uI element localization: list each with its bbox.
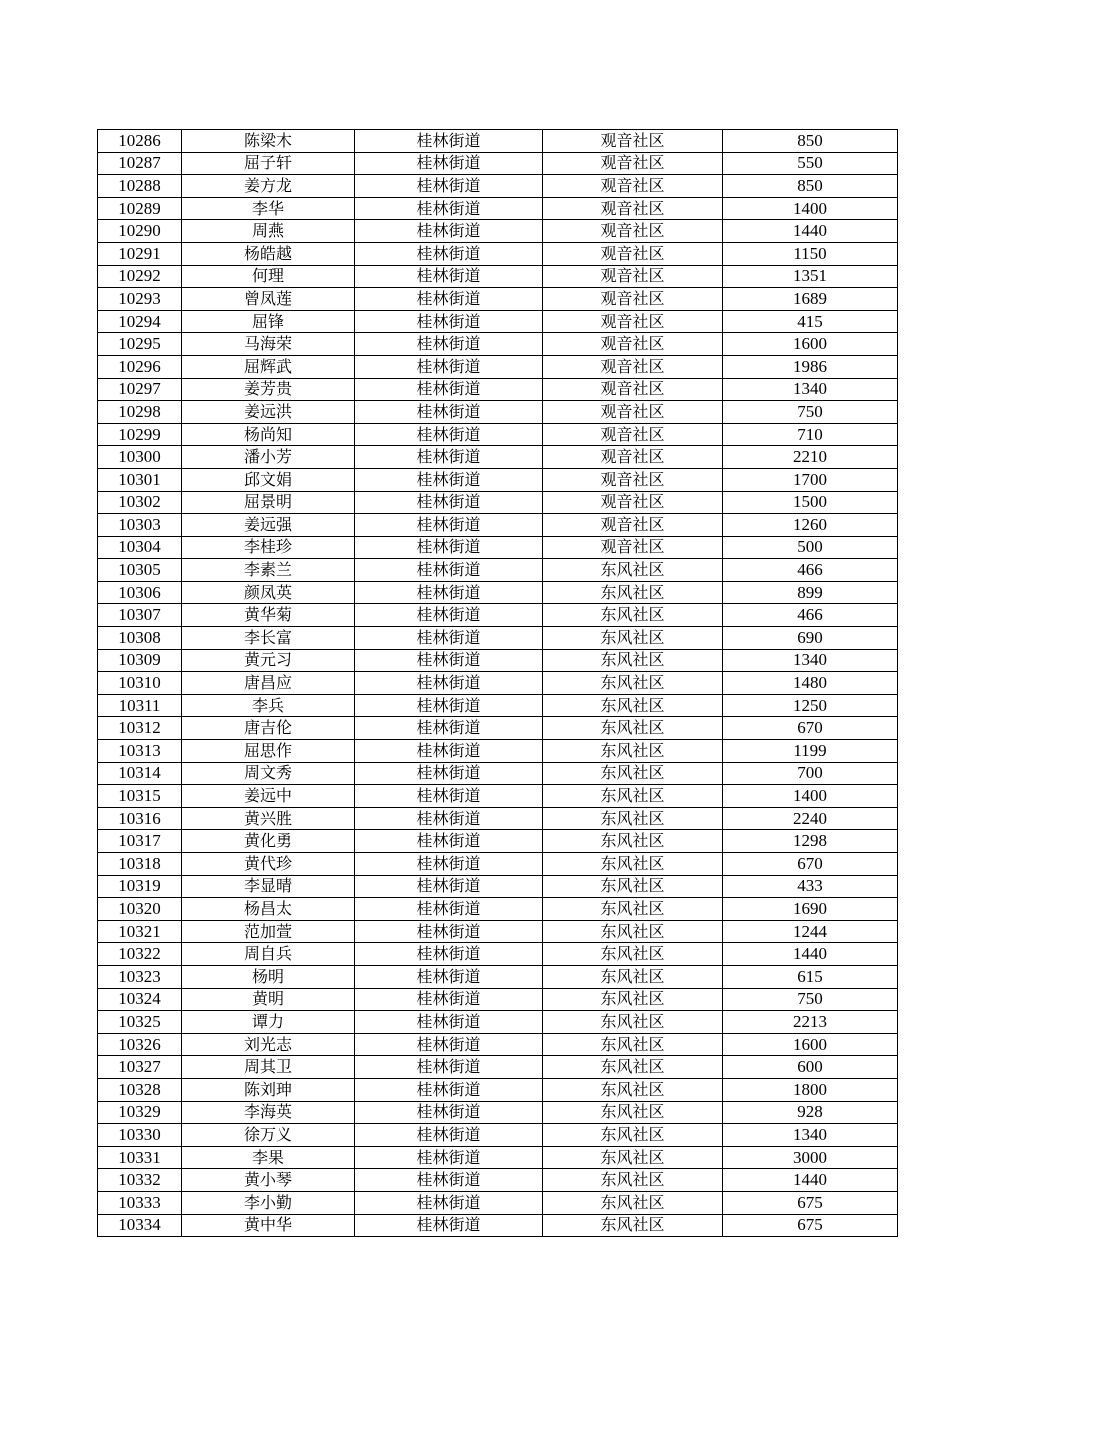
cell-community: 东风社区 [543, 1078, 723, 1101]
cell-id: 10298 [98, 401, 182, 424]
cell-id: 10330 [98, 1124, 182, 1147]
cell-street: 桂林街道 [355, 559, 543, 582]
table-row [98, 1056, 898, 1079]
cell-amount: 710 [723, 423, 898, 446]
cell-community: 东风社区 [543, 717, 723, 740]
cell-amount: 1244 [723, 920, 898, 943]
cell-name: 姜远中 [182, 785, 355, 808]
cell-amount: 1690 [723, 898, 898, 921]
cell-street: 桂林街道 [355, 830, 543, 853]
cell-id: 10322 [98, 943, 182, 966]
table-row [98, 310, 898, 333]
cell-community: 东风社区 [543, 1214, 723, 1237]
table-row [98, 152, 898, 175]
cell-community: 观音社区 [543, 333, 723, 356]
cell-name: 屈辉武 [182, 355, 355, 378]
cell-id: 10305 [98, 559, 182, 582]
cell-community: 东风社区 [543, 627, 723, 650]
cell-street: 桂林街道 [355, 130, 543, 153]
cell-name: 潘小芳 [182, 446, 355, 469]
cell-amount: 1440 [723, 943, 898, 966]
cell-street: 桂林街道 [355, 785, 543, 808]
cell-street: 桂林街道 [355, 604, 543, 627]
table-row [98, 1214, 898, 1237]
table-row [98, 355, 898, 378]
cell-name: 刘光志 [182, 1033, 355, 1056]
table-row [98, 649, 898, 672]
cell-amount: 1340 [723, 649, 898, 672]
cell-community: 观音社区 [543, 514, 723, 537]
cell-amount: 1800 [723, 1078, 898, 1101]
cell-community: 观音社区 [543, 491, 723, 514]
table-row [98, 220, 898, 243]
cell-amount: 1600 [723, 1033, 898, 1056]
cell-street: 桂林街道 [355, 1033, 543, 1056]
cell-id: 10304 [98, 536, 182, 559]
cell-amount: 415 [723, 310, 898, 333]
cell-amount: 1298 [723, 830, 898, 853]
cell-amount: 466 [723, 559, 898, 582]
cell-name: 周其卫 [182, 1056, 355, 1079]
cell-name: 姜芳贵 [182, 378, 355, 401]
table-row [98, 762, 898, 785]
cell-amount: 1351 [723, 265, 898, 288]
cell-amount: 899 [723, 581, 898, 604]
cell-name: 李长富 [182, 627, 355, 650]
cell-id: 10334 [98, 1214, 182, 1237]
cell-id: 10332 [98, 1169, 182, 1192]
cell-community: 东风社区 [543, 1169, 723, 1192]
cell-street: 桂林街道 [355, 1214, 543, 1237]
cell-amount: 690 [723, 627, 898, 650]
cell-id: 10321 [98, 920, 182, 943]
table-row [98, 288, 898, 311]
cell-street: 桂林街道 [355, 965, 543, 988]
cell-name: 李海英 [182, 1101, 355, 1124]
cell-street: 桂林街道 [355, 242, 543, 265]
cell-community: 东风社区 [543, 672, 723, 695]
cell-community: 东风社区 [543, 875, 723, 898]
cell-name: 黄明 [182, 988, 355, 1011]
cell-amount: 500 [723, 536, 898, 559]
cell-name: 李小勤 [182, 1191, 355, 1214]
cell-name: 邱文娟 [182, 468, 355, 491]
cell-amount: 670 [723, 717, 898, 740]
cell-community: 东风社区 [543, 898, 723, 921]
cell-amount: 750 [723, 401, 898, 424]
table-row [98, 265, 898, 288]
cell-id: 10296 [98, 355, 182, 378]
cell-amount: 1440 [723, 220, 898, 243]
cell-name: 马海荣 [182, 333, 355, 356]
cell-community: 东风社区 [543, 1011, 723, 1034]
cell-community: 东风社区 [543, 649, 723, 672]
table-row [98, 491, 898, 514]
cell-community: 观音社区 [543, 423, 723, 446]
cell-amount: 850 [723, 175, 898, 198]
table-row [98, 1146, 898, 1169]
table-row [98, 1191, 898, 1214]
table-row [98, 581, 898, 604]
cell-name: 谭力 [182, 1011, 355, 1034]
cell-name: 何理 [182, 265, 355, 288]
cell-street: 桂林街道 [355, 672, 543, 695]
cell-amount: 2210 [723, 446, 898, 469]
cell-id: 10302 [98, 491, 182, 514]
cell-id: 10333 [98, 1191, 182, 1214]
cell-street: 桂林街道 [355, 1078, 543, 1101]
cell-street: 桂林街道 [355, 310, 543, 333]
cell-id: 10327 [98, 1056, 182, 1079]
cell-amount: 750 [723, 988, 898, 1011]
cell-id: 10324 [98, 988, 182, 1011]
cell-amount: 1340 [723, 378, 898, 401]
cell-street: 桂林街道 [355, 355, 543, 378]
cell-community: 东风社区 [543, 1146, 723, 1169]
cell-id: 10300 [98, 446, 182, 469]
cell-community: 东风社区 [543, 694, 723, 717]
cell-id: 10288 [98, 175, 182, 198]
cell-community: 观音社区 [543, 355, 723, 378]
cell-community: 东风社区 [543, 1191, 723, 1214]
table-row [98, 898, 898, 921]
cell-name: 黄代珍 [182, 853, 355, 876]
table-row [98, 242, 898, 265]
cell-amount: 466 [723, 604, 898, 627]
cell-community: 东风社区 [543, 853, 723, 876]
cell-street: 桂林街道 [355, 514, 543, 537]
cell-amount: 1250 [723, 694, 898, 717]
cell-street: 桂林街道 [355, 378, 543, 401]
cell-name: 黄中华 [182, 1214, 355, 1237]
cell-street: 桂林街道 [355, 920, 543, 943]
cell-street: 桂林街道 [355, 1146, 543, 1169]
cell-id: 10313 [98, 740, 182, 763]
cell-community: 观音社区 [543, 175, 723, 198]
cell-id: 10312 [98, 717, 182, 740]
cell-community: 东风社区 [543, 988, 723, 1011]
cell-community: 东风社区 [543, 785, 723, 808]
table-row [98, 423, 898, 446]
table-row [98, 694, 898, 717]
cell-amount: 600 [723, 1056, 898, 1079]
cell-amount: 550 [723, 152, 898, 175]
table-row [98, 401, 898, 424]
cell-street: 桂林街道 [355, 1124, 543, 1147]
cell-id: 10293 [98, 288, 182, 311]
cell-street: 桂林街道 [355, 491, 543, 514]
cell-community: 观音社区 [543, 288, 723, 311]
cell-amount: 1689 [723, 288, 898, 311]
cell-name: 姜远强 [182, 514, 355, 537]
table-row [98, 378, 898, 401]
cell-community: 东风社区 [543, 559, 723, 582]
cell-name: 曾凤莲 [182, 288, 355, 311]
cell-name: 屈子轩 [182, 152, 355, 175]
cell-name: 黄华菊 [182, 604, 355, 627]
table-row [98, 740, 898, 763]
cell-street: 桂林街道 [355, 220, 543, 243]
cell-id: 10290 [98, 220, 182, 243]
cell-community: 观音社区 [543, 310, 723, 333]
cell-community: 观音社区 [543, 265, 723, 288]
cell-community: 东风社区 [543, 965, 723, 988]
cell-id: 10287 [98, 152, 182, 175]
cell-street: 桂林街道 [355, 988, 543, 1011]
cell-amount: 675 [723, 1191, 898, 1214]
cell-name: 李果 [182, 1146, 355, 1169]
cell-community: 观音社区 [543, 242, 723, 265]
cell-street: 桂林街道 [355, 807, 543, 830]
cell-community: 东风社区 [543, 1124, 723, 1147]
cell-community: 观音社区 [543, 220, 723, 243]
cell-name: 姜远洪 [182, 401, 355, 424]
table-row [98, 1078, 898, 1101]
cell-id: 10314 [98, 762, 182, 785]
cell-amount: 1340 [723, 1124, 898, 1147]
cell-id: 10297 [98, 378, 182, 401]
table-row [98, 446, 898, 469]
cell-id: 10309 [98, 649, 182, 672]
table-row [98, 875, 898, 898]
cell-community: 东风社区 [543, 1101, 723, 1124]
cell-name: 范加萱 [182, 920, 355, 943]
cell-id: 10301 [98, 468, 182, 491]
cell-community: 东风社区 [543, 1033, 723, 1056]
table-row [98, 785, 898, 808]
cell-id: 10331 [98, 1146, 182, 1169]
cell-street: 桂林街道 [355, 423, 543, 446]
table-row [98, 468, 898, 491]
cell-id: 10289 [98, 197, 182, 220]
cell-id: 10320 [98, 898, 182, 921]
cell-name: 陈刘珅 [182, 1078, 355, 1101]
cell-street: 桂林街道 [355, 333, 543, 356]
cell-street: 桂林街道 [355, 1101, 543, 1124]
cell-amount: 700 [723, 762, 898, 785]
cell-name: 徐万义 [182, 1124, 355, 1147]
cell-name: 周自兵 [182, 943, 355, 966]
table-row [98, 1124, 898, 1147]
cell-amount: 1400 [723, 197, 898, 220]
cell-name: 黄兴胜 [182, 807, 355, 830]
cell-community: 观音社区 [543, 536, 723, 559]
table-row [98, 559, 898, 582]
table-row [98, 830, 898, 853]
cell-community: 东风社区 [543, 807, 723, 830]
cell-id: 10319 [98, 875, 182, 898]
cell-community: 东风社区 [543, 581, 723, 604]
cell-id: 10317 [98, 830, 182, 853]
cell-name: 黄化勇 [182, 830, 355, 853]
table-row [98, 1101, 898, 1124]
cell-name: 周文秀 [182, 762, 355, 785]
cell-amount: 675 [723, 1214, 898, 1237]
cell-community: 观音社区 [543, 468, 723, 491]
cell-community: 东风社区 [543, 943, 723, 966]
cell-street: 桂林街道 [355, 265, 543, 288]
cell-amount: 1260 [723, 514, 898, 537]
cell-community: 观音社区 [543, 130, 723, 153]
cell-street: 桂林街道 [355, 762, 543, 785]
cell-amount: 2213 [723, 1011, 898, 1034]
cell-name: 杨昌太 [182, 898, 355, 921]
cell-amount: 928 [723, 1101, 898, 1124]
cell-id: 10299 [98, 423, 182, 446]
cell-street: 桂林街道 [355, 197, 543, 220]
cell-community: 东风社区 [543, 830, 723, 853]
cell-name: 李显晴 [182, 875, 355, 898]
cell-street: 桂林街道 [355, 536, 543, 559]
cell-name: 屈景明 [182, 491, 355, 514]
cell-id: 10325 [98, 1011, 182, 1034]
table-row [98, 1033, 898, 1056]
cell-id: 10326 [98, 1033, 182, 1056]
cell-name: 唐昌应 [182, 672, 355, 695]
table-row [98, 965, 898, 988]
cell-name: 姜方龙 [182, 175, 355, 198]
cell-id: 10329 [98, 1101, 182, 1124]
cell-amount: 1500 [723, 491, 898, 514]
cell-id: 10286 [98, 130, 182, 153]
cell-street: 桂林街道 [355, 875, 543, 898]
cell-name: 杨皓越 [182, 242, 355, 265]
cell-street: 桂林街道 [355, 694, 543, 717]
cell-id: 10310 [98, 672, 182, 695]
cell-name: 周燕 [182, 220, 355, 243]
cell-id: 10318 [98, 853, 182, 876]
cell-street: 桂林街道 [355, 288, 543, 311]
cell-street: 桂林街道 [355, 1011, 543, 1034]
cell-id: 10328 [98, 1078, 182, 1101]
cell-name: 黄小琴 [182, 1169, 355, 1192]
cell-community: 东风社区 [543, 762, 723, 785]
table-row [98, 536, 898, 559]
cell-community: 观音社区 [543, 378, 723, 401]
cell-id: 10323 [98, 965, 182, 988]
cell-name: 李素兰 [182, 559, 355, 582]
cell-id: 10294 [98, 310, 182, 333]
cell-name: 唐吉伦 [182, 717, 355, 740]
cell-community: 东风社区 [543, 920, 723, 943]
cell-amount: 1150 [723, 242, 898, 265]
cell-name: 李华 [182, 197, 355, 220]
cell-street: 桂林街道 [355, 152, 543, 175]
table-row [98, 197, 898, 220]
cell-street: 桂林街道 [355, 853, 543, 876]
cell-street: 桂林街道 [355, 446, 543, 469]
cell-street: 桂林街道 [355, 740, 543, 763]
cell-id: 10308 [98, 627, 182, 650]
cell-amount: 1700 [723, 468, 898, 491]
cell-street: 桂林街道 [355, 581, 543, 604]
cell-amount: 1986 [723, 355, 898, 378]
cell-community: 东风社区 [543, 740, 723, 763]
table-row [98, 130, 898, 153]
cell-amount: 1600 [723, 333, 898, 356]
cell-amount: 2240 [723, 807, 898, 830]
cell-amount: 850 [723, 130, 898, 153]
cell-street: 桂林街道 [355, 401, 543, 424]
cell-street: 桂林街道 [355, 627, 543, 650]
cell-amount: 615 [723, 965, 898, 988]
cell-street: 桂林街道 [355, 1191, 543, 1214]
table-row [98, 853, 898, 876]
table-row [98, 807, 898, 830]
cell-name: 屈锋 [182, 310, 355, 333]
table-row [98, 1169, 898, 1192]
table-body [98, 130, 898, 1237]
cell-amount: 1400 [723, 785, 898, 808]
cell-name: 颜凤英 [182, 581, 355, 604]
cell-amount: 433 [723, 875, 898, 898]
cell-street: 桂林街道 [355, 649, 543, 672]
cell-community: 东风社区 [543, 1056, 723, 1079]
cell-name: 杨尚知 [182, 423, 355, 446]
cell-amount: 1480 [723, 672, 898, 695]
cell-street: 桂林街道 [355, 1056, 543, 1079]
table-row [98, 717, 898, 740]
table-row [98, 627, 898, 650]
table-row [98, 988, 898, 1011]
cell-community: 观音社区 [543, 446, 723, 469]
cell-amount: 1199 [723, 740, 898, 763]
table-row [98, 175, 898, 198]
cell-id: 10295 [98, 333, 182, 356]
cell-id: 10292 [98, 265, 182, 288]
table-row [98, 333, 898, 356]
cell-name: 屈思作 [182, 740, 355, 763]
cell-name: 李桂珍 [182, 536, 355, 559]
cell-street: 桂林街道 [355, 717, 543, 740]
cell-community: 观音社区 [543, 152, 723, 175]
table-row [98, 920, 898, 943]
cell-street: 桂林街道 [355, 468, 543, 491]
table-row [98, 604, 898, 627]
cell-name: 陈梁木 [182, 130, 355, 153]
cell-id: 10291 [98, 242, 182, 265]
cell-community: 观音社区 [543, 197, 723, 220]
cell-community: 东风社区 [543, 604, 723, 627]
cell-id: 10311 [98, 694, 182, 717]
cell-amount: 3000 [723, 1146, 898, 1169]
cell-name: 黄元习 [182, 649, 355, 672]
cell-amount: 670 [723, 853, 898, 876]
cell-amount: 1440 [723, 1169, 898, 1192]
cell-id: 10303 [98, 514, 182, 537]
cell-name: 杨明 [182, 965, 355, 988]
cell-id: 10307 [98, 604, 182, 627]
table-row [98, 943, 898, 966]
data-table [97, 129, 898, 1237]
table-row [98, 514, 898, 537]
cell-street: 桂林街道 [355, 943, 543, 966]
cell-street: 桂林街道 [355, 898, 543, 921]
cell-id: 10306 [98, 581, 182, 604]
cell-name: 李兵 [182, 694, 355, 717]
table-row [98, 672, 898, 695]
cell-id: 10316 [98, 807, 182, 830]
cell-id: 10315 [98, 785, 182, 808]
cell-community: 观音社区 [543, 401, 723, 424]
cell-street: 桂林街道 [355, 1169, 543, 1192]
table-row [98, 1011, 898, 1034]
cell-street: 桂林街道 [355, 175, 543, 198]
